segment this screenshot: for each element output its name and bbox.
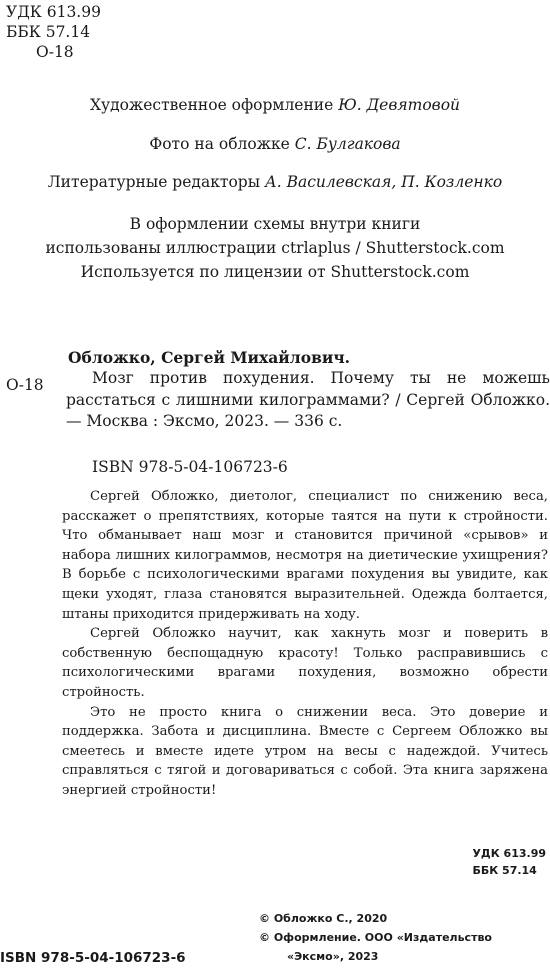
annotation-paragraph: Сергей Обложко, диетолог, специалист по снижению веса, расскажет о препятствиях, которые таятся на пути к стройности. Что обманывает наш мозг и становится причиной «срывов» и набора лишних килограммов, несмотря на диетические ухищрения? В борьбе с психологическими врагами похудения вы увидите, как щеки уходят, глаза становятся выразительней. Одежда болтается, штаны приходится придерживать на ходу.	[62, 489, 548, 622]
footer-bbk: ББК 57.14	[472, 864, 537, 877]
credit-role: Фото на обложке	[149, 135, 295, 153]
illustration-notice-line-1: В оформлении схемы внутри книги	[129, 215, 421, 233]
footer-udk: УДК 613.99	[472, 847, 546, 860]
credit-name: А. Василевская, П. Козленко	[264, 173, 503, 191]
footer-classification	[472, 845, 546, 879]
credit-photo	[0, 135, 550, 153]
bbk-code: ББК 57.14	[6, 23, 91, 41]
annotation-paragraph: Это не просто книга о снижении веса. Это доверие и поддержка. Забота и дисциплина. Вместе с Сергеем Обложко вы смеетесь и вместе идете утром на весы с надеждой. Учитесь справляться с тягой и договариваться с собой. Эта книга заряжена энергией стройности!	[62, 704, 548, 798]
illustration-notice-line-3: Используется по лицензии от Shutterstock.com	[80, 263, 470, 281]
copyright-publisher: © Оформление. ООО «Издательство	[259, 931, 492, 944]
annotation	[62, 487, 548, 801]
copyright-publisher-cont: «Эксмо», 2023	[287, 950, 379, 963]
credit-name: Ю. Девятовой	[338, 96, 461, 114]
credit-role: Художественное оформление	[89, 96, 339, 114]
illustration-notice-line-2: использованы иллюстрации ctrlaplus / Shutterstock.com	[45, 239, 505, 257]
credit-editors	[0, 173, 550, 191]
bibliography-isbn: ISBN 978-5-04-106723-6	[92, 458, 288, 476]
credit-name: С. Булгакова	[294, 135, 401, 153]
udk-code: УДК 613.99	[6, 3, 101, 21]
bibliography-description: Мозг против похудения. Почему ты не можешь расстаться с лишними килограммами? / Сергей Обложко. — Москва : Эксмо, 2023. — 336 с.	[66, 369, 550, 430]
bibliography-author: Обложко, Сергей Михайлович.	[68, 348, 351, 367]
footer-isbn: ISBN 978-5-04-106723-6	[0, 950, 186, 966]
credit-design	[0, 96, 550, 114]
copyright-author: © Обложко С., 2020	[259, 912, 388, 925]
annotation-paragraph: Сергей Обложко научит, как хакнуть мозг и поверить в собственную беспощадную красоту! Только расправившись с психологическими врагами похудения, возможно обрести стройность.	[62, 626, 548, 700]
classification-block	[6, 2, 101, 62]
credit-role: Литературные редакторы	[47, 173, 265, 191]
copyright-block	[259, 909, 492, 966]
author-mark: О-18	[36, 43, 74, 61]
bibliography-code: О-18	[6, 376, 44, 394]
